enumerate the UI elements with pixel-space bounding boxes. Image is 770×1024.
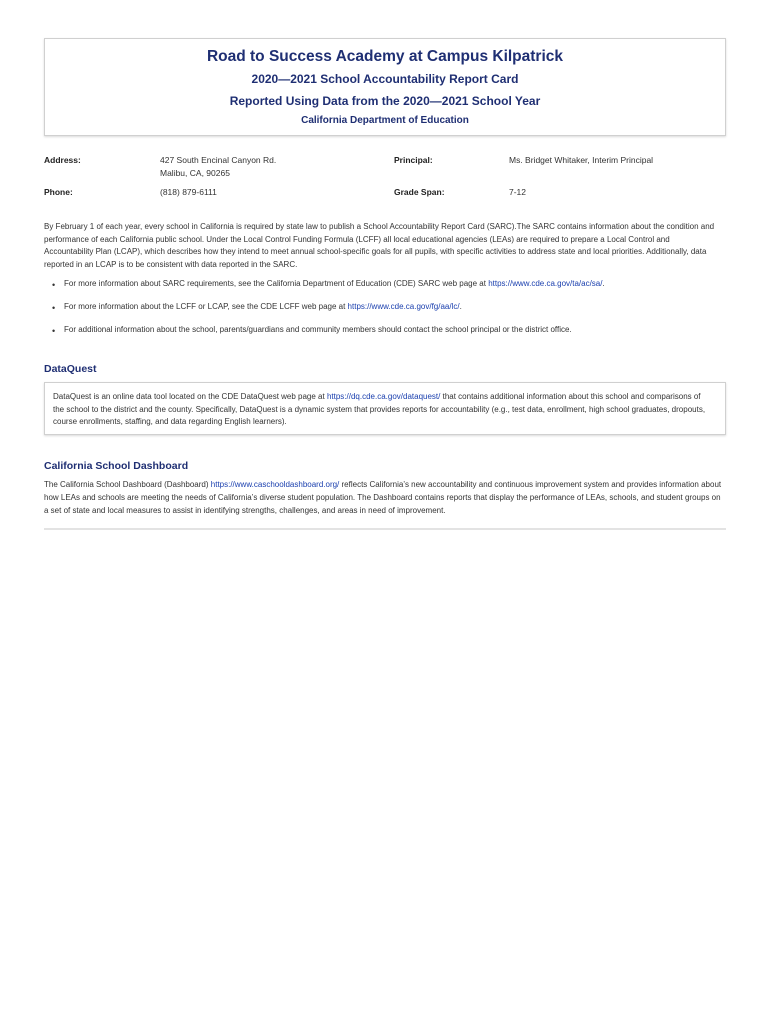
bullet-text: For more information about SARC requirements, see the California Department of Education (CDE) SARC web page at [64, 279, 489, 288]
dashboard-text [44, 479, 724, 517]
bullet-icon: • [52, 326, 56, 336]
info-bullet-list [52, 278, 716, 347]
grade-span-label: Grade Span: [394, 187, 445, 197]
dataquest-box [44, 382, 726, 435]
dashboard-text-after: reflects California’s new accountability and continuous improvement system and provides information about how LEAs and schools are meeting the needs of California’s diverse student population. The Dashboard contains reports that display the performance of LEAs, schools, and student groups on a set of state and local measures to assist in identifying strengths, challenges, and areas in need of improvement. [44, 480, 722, 515]
dashboard-heading: California School Dashboard [44, 460, 189, 472]
dataquest-heading: DataQuest [44, 363, 97, 375]
sarc-link[interactable]: https://www.cde.ca.gov/ta/ac/sa/ [488, 279, 603, 288]
list-item [52, 324, 716, 336]
dataquest-text-before: DataQuest is an online data tool located on the CDE DataQuest web page at [53, 392, 327, 401]
lcff-link[interactable]: https://www.cde.ca.gov/fg/aa/lc/ [347, 302, 460, 311]
address-line-1: 427 South Encinal Canyon Rd. [160, 155, 277, 165]
bullet-end: . [459, 302, 462, 311]
bullet-icon: • [52, 280, 56, 290]
list-item [52, 301, 716, 313]
list-item [52, 278, 716, 290]
dataquest-link[interactable]: https://dq.cde.ca.gov/dataquest/ [326, 392, 441, 401]
address-label: Address: [44, 155, 81, 165]
school-title: Road to Success Academy at Campus Kilpatrick [206, 48, 564, 65]
principal-label: Principal: [394, 155, 433, 165]
bullet-text: For additional information about the school, parents/guardians and community members should contact the school principal or the district office. [64, 325, 572, 334]
agency-name: California Department of Education [301, 115, 469, 126]
phone-value: (818) 879-6111 [160, 187, 217, 197]
bullet-text: For more information about the LCFF or LCAP, see the CDE LCFF web page at [64, 302, 348, 311]
report-card-subtitle: 2020—2021 School Accountability Report Card [251, 72, 519, 86]
dashboard-link[interactable]: https://www.caschooldashboard.org/ [210, 480, 340, 489]
reporting-year: Reported Using Data from the 2020—2021 School Year [229, 94, 541, 108]
principal-value: Ms. Bridget Whitaker, Interim Principal [509, 155, 654, 165]
dashboard-text-before: The California School Dashboard (Dashboard) [44, 480, 211, 489]
report-header [44, 38, 726, 136]
bullet-end: . [602, 279, 605, 288]
address-line-2: Malibu, CA, 90265 [160, 168, 230, 178]
section-divider [44, 528, 726, 530]
grade-span-value: 7-12 [509, 187, 527, 197]
phone-label: Phone: [44, 187, 73, 197]
dataquest-text [53, 391, 713, 429]
bullet-icon: • [52, 303, 56, 313]
dataquest-text-after: that contains additional information about this school and comparisons of the school to the district and the county. Specifically, DataQuest is a dynamic system that provides reports for accountability (e.g., test data, enrollment, high school graduates, dropouts, course enrollments, staffing, and data regarding English learners). [53, 392, 706, 427]
intro-paragraph: By February 1 of each year, every school in California is required by state law to publish a School Accountability Report Card (SARC).The SARC contains information about the condition and performance of each California public school. Under the Local Control Funding Formula (LCFF) all local educational agencies (LEAs) are required to prepare a Local Control and Accountability Plan (LCAP), which describes how they intend to meet annual school-specific goals for all pupils, with specific activities to address state and local priorities. Additionally, data reported in an LCAP is to be consistent with data reported in the SARC. [44, 222, 715, 269]
